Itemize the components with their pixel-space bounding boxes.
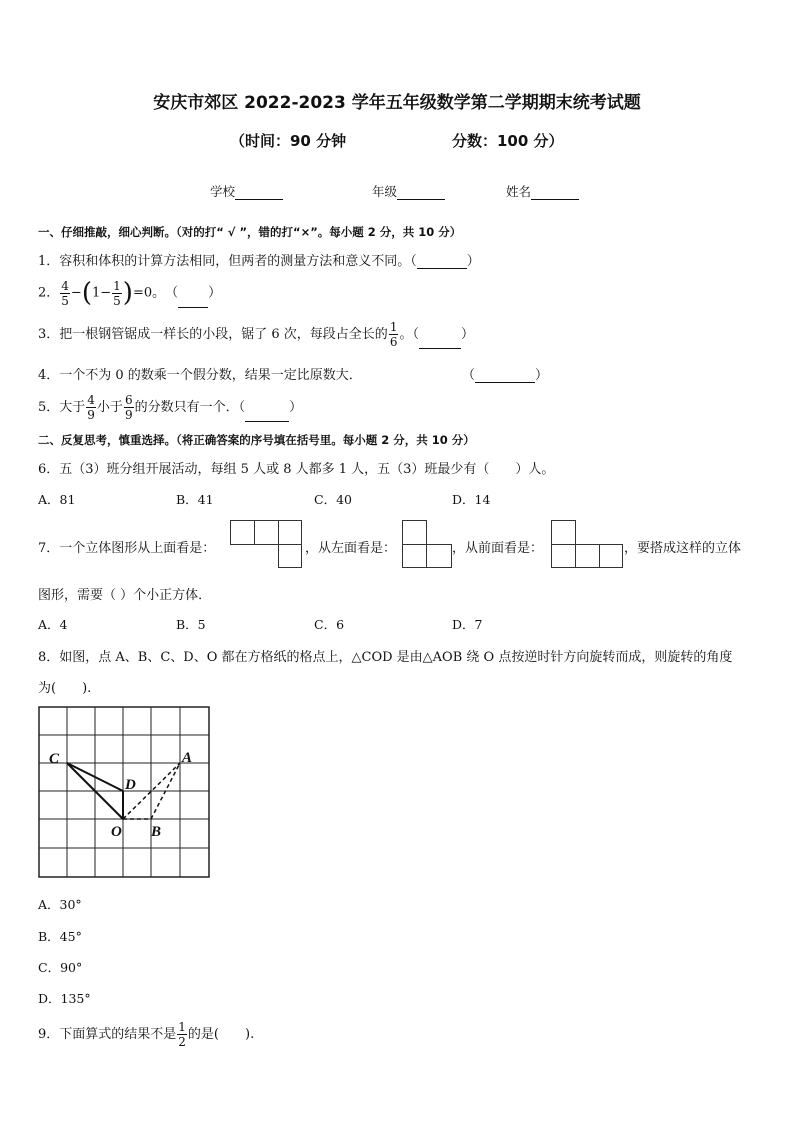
q3-text-2: 。（ [399,327,419,342]
q7-text-a: 7．一个立体图形从上面看是： [38,541,216,556]
q9-fraction: $\frac{1}{2}$ [178,1020,186,1049]
q7-text-c: ，从前面看是： [452,541,544,556]
school-blank[interactable] [235,187,283,200]
q1-text: 1．容积和体积的计算方法相同，但两者的测量方法和意义不同。（ [38,254,417,269]
q4-text: 4．一个不为 0 的数乘一个假分数，结果一定比原数大． [38,368,362,383]
label-c: C [49,751,60,767]
q3-text: 3．把一根钢管锯成一样长的小段，锯了 6 次，每段占全长的 [38,327,388,342]
q1-answer-blank[interactable] [417,256,467,269]
q8-option-a[interactable]: A．30° [38,897,82,912]
grade-field[interactable] [372,182,445,200]
exam-score: 分数：100 分） [452,132,564,150]
page-title: 安庆市郊区 2022-2023 学年五年级数学第二学期期末统考试题 [153,93,641,113]
q7-option-b[interactable]: B．5 [176,617,206,632]
q5-fraction-2: $\frac{6}{9}$ [124,393,133,422]
q5-text-3: 的分数只有一个．（ [134,400,246,415]
section2-heading: 二、反复思考，慎重选择。（将正确答案的序号填在括号里。每小题 2 分，共 10 分） [38,433,475,447]
q7-option-c[interactable]: C．6 [314,617,345,632]
q6-option-b[interactable]: B．41 [176,492,214,507]
q8-option-b[interactable]: B．45° [38,929,82,944]
question-2 [38,278,221,308]
q2-tail: =0。 （ [132,285,179,301]
q7-option-a[interactable]: A．4 [38,617,68,632]
q4-open-paren: （ [462,368,476,383]
q2-left-paren: ( [81,278,92,308]
q2-fraction-1: $\frac{4}{5}$ [61,278,69,308]
q2-answer-blank[interactable] [178,295,208,308]
q7-option-d[interactable]: D．7 [452,617,483,632]
q2-number: 2． [38,285,60,301]
q3-close-paren: ） [460,327,474,342]
q5-fraction-1: $\frac{4}{9}$ [87,393,95,422]
q3-fraction: $\frac{1}{6}$ [389,320,398,349]
school-field[interactable] [210,182,283,200]
grade-label: 年级 [372,184,398,199]
q1-close-paren: ） [466,254,480,269]
q7-text-b: ，从左面看是： [305,541,397,556]
q7-left-view [402,520,452,568]
q2-one-minus: 1− [91,285,112,301]
q5-close-paren: ） [289,400,303,415]
label-b: B [151,824,162,840]
q8-grid-figure [38,706,210,878]
q7-text-line2: 图形，需要（ ）个小正方体． [38,588,212,603]
q5-text: 5．大于 [38,400,86,415]
school-label: 学校 [210,184,236,199]
q6-option-d[interactable]: D．14 [452,492,491,507]
label-a: A [182,750,193,766]
question-5 [38,393,302,422]
q8-text-line1: 8．如图，点 A、B、C、D、O 都在方格纸的格点上，△COD 是由△AOB 绕 O 点按逆时针方向旋转而成，则旋转的角度 [38,650,733,665]
q7-front-view [551,520,623,568]
label-d: D [125,777,136,793]
q5-text-2: 小于 [96,400,123,415]
question-3 [38,320,474,349]
q6-option-c[interactable]: C．40 [314,492,352,507]
q2-close-paren: ） [208,285,222,301]
q8-option-d[interactable]: D．135° [38,991,91,1006]
q7-top-view [230,520,302,568]
q6-option-a[interactable]: A．81 [38,492,76,507]
q7-text-d: ，要搭成这样的立体 [624,541,742,556]
q2-right-paren: ) [122,278,133,308]
q9-text-2: 的是( ). [187,1027,255,1042]
question-6: 6．五（3）班分组开展活动，每组 5 人或 8 人都多 1 人，五（3）班最少有（ ）人。 [38,462,555,477]
name-blank[interactable] [531,187,579,200]
q9-text: 9．下面算式的结果不是 [38,1027,177,1042]
label-o: O [111,824,122,840]
name-field[interactable] [506,182,579,200]
question-4 [38,364,362,383]
q5-answer-blank[interactable] [245,409,289,422]
q8-option-c[interactable]: C．90° [38,960,83,975]
q3-answer-blank[interactable] [419,336,461,349]
exam-time: （时间：90 分钟 [230,132,347,150]
q8-text-line2: 为( ). [38,681,92,696]
q4-close-paren: ） [535,368,549,383]
q2-fraction-2: $\frac{1}{5}$ [113,278,121,308]
question-9 [38,1020,254,1049]
question-1 [38,250,480,269]
section1-heading: 一、仔细推敲，细心判断。（对的打“ √ ”，错的打“×”。每小题 2 分，共 10 分） [38,225,462,239]
q2-minus: − [70,285,82,301]
name-label: 姓名 [506,184,532,199]
q4-answer [462,364,548,383]
grade-blank[interactable] [397,187,445,200]
q4-answer-blank[interactable] [475,370,535,383]
